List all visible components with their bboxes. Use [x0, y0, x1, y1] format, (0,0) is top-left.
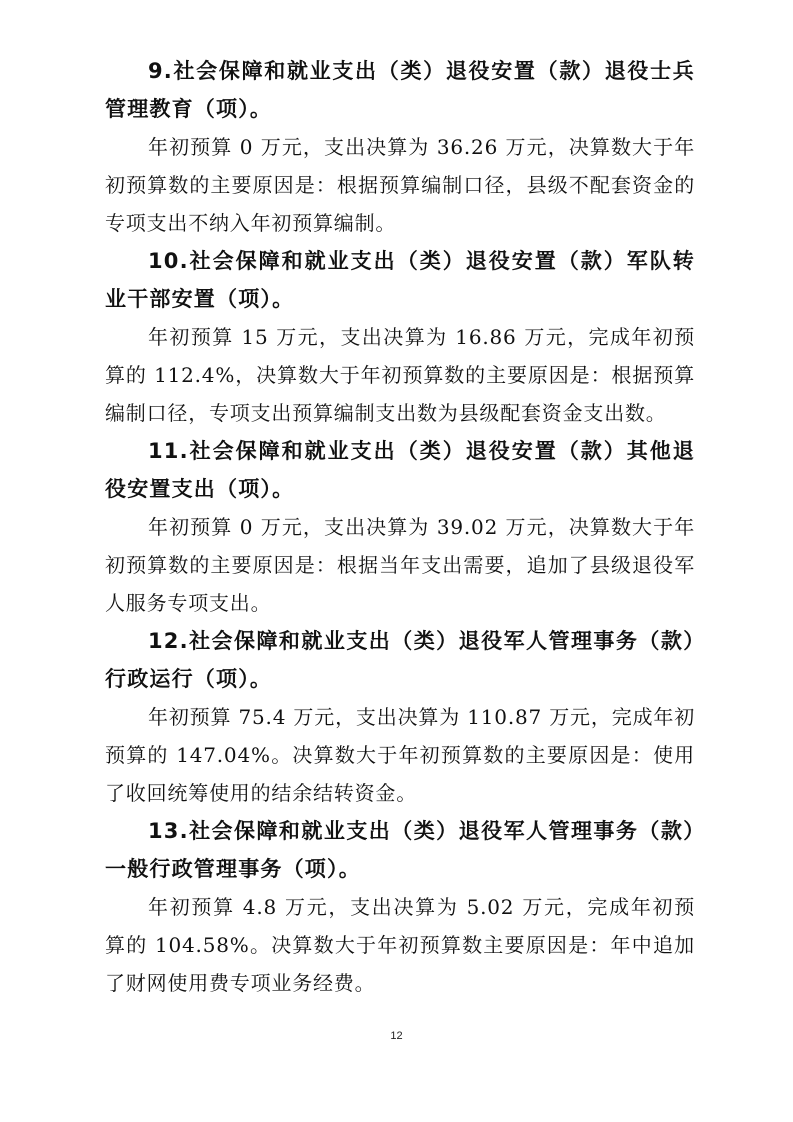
section-paragraph: 年初预算 0 万元，支出决算为 36.26 万元，决算数大于年初预算数的主要原因是：根据预算编制口径，县级不配套资金的专项支出不纳入年初预算编制。	[105, 135, 695, 235]
section-paragraph: 年初预算 15 万元，支出决算为 16.86 万元，完成年初预算的 112.4%，决算数大于年初预算数的主要原因是：根据预算编制口径，专项支出预算编制支出数为县级配套资金支出数。	[105, 325, 695, 425]
section-heading: 9.社会保障和就业支出（类）退役安置（款）退役士兵管理教育（项）。	[105, 59, 695, 121]
section-heading: 11.社会保障和就业支出（类）退役安置（款）其他退役安置支出（项）。	[105, 439, 695, 501]
section-item-10	[105, 242, 695, 432]
document-content	[105, 52, 695, 1002]
section-item-9	[105, 52, 695, 242]
section-paragraph: 年初预算 4.8 万元，支出决算为 5.02 万元，完成年初预算的 104.58%。决算数大于年初预算数主要原因是：年中追加了财网使用费专项业务经费。	[105, 895, 695, 995]
section-heading: 12.社会保障和就业支出（类）退役军人管理事务（款）行政运行（项）。	[105, 629, 695, 691]
section-paragraph: 年初预算 0 万元，支出决算为 39.02 万元，决算数大于年初预算数的主要原因是：根据当年支出需要，追加了县级退役军人服务专项支出。	[105, 515, 695, 615]
section-heading: 10.社会保障和就业支出（类）退役安置（款）军队转业干部安置（项）。	[105, 249, 695, 311]
section-item-13	[105, 812, 695, 1002]
section-item-11	[105, 432, 695, 622]
section-item-12	[105, 622, 695, 812]
section-paragraph: 年初预算 75.4 万元，支出决算为 110.87 万元，完成年初预算的 147.04%。决算数大于年初预算数的主要原因是：使用了收回统筹使用的结余结转资金。	[105, 705, 695, 805]
section-heading: 13.社会保障和就业支出（类）退役军人管理事务（款）一般行政管理事务（项）。	[105, 819, 695, 881]
page-number: 12	[390, 1030, 403, 1042]
